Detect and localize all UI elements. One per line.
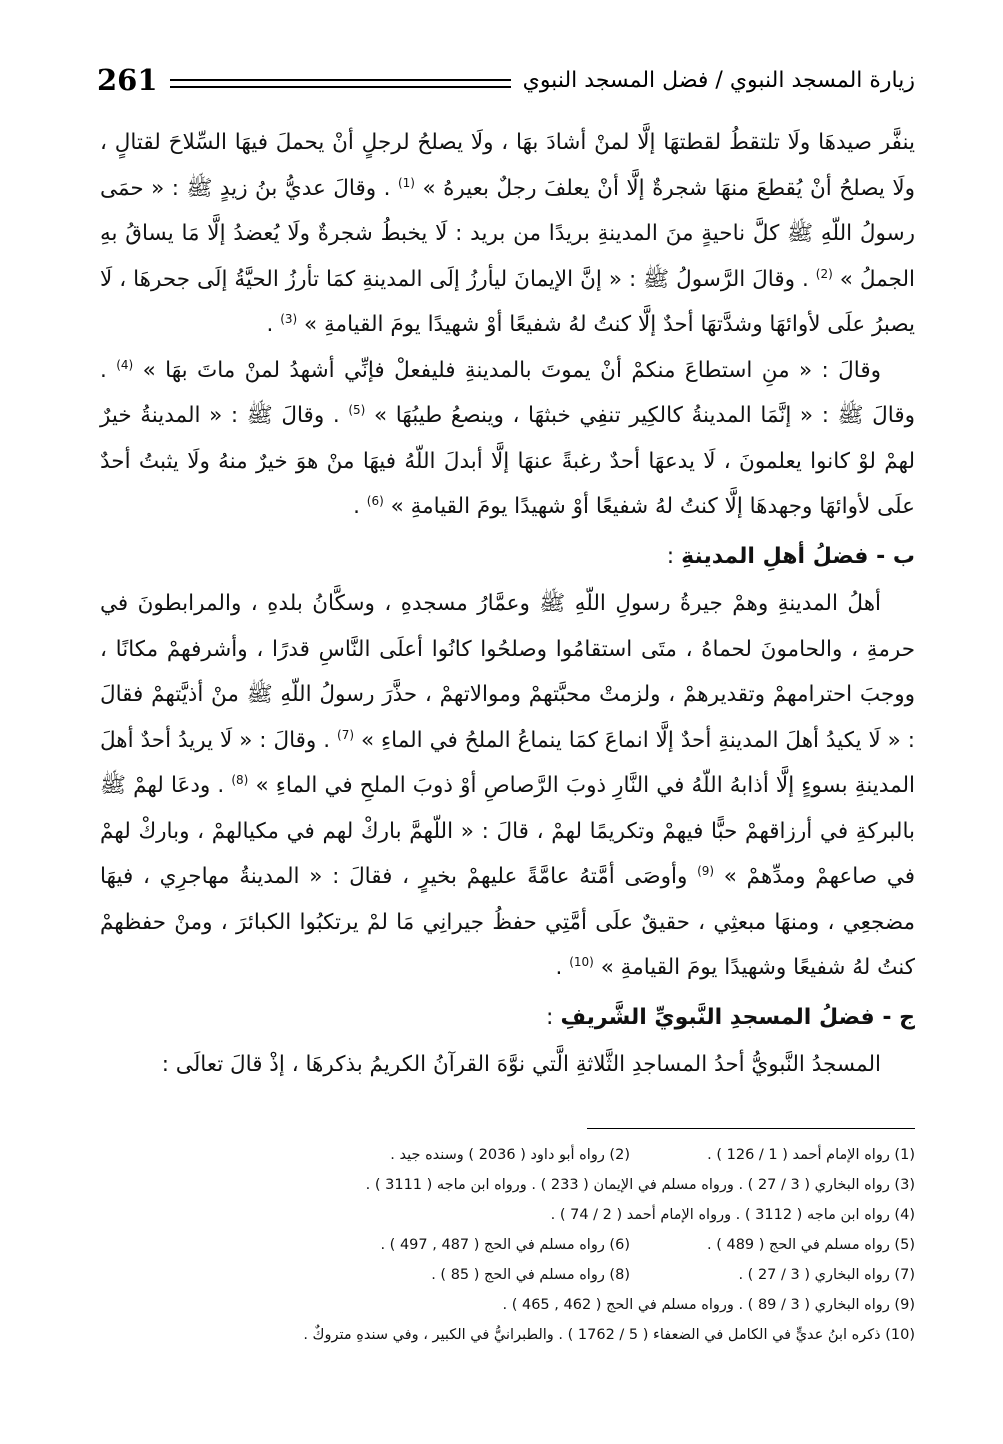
running-title: زيارة المسجد النبوي / فضل المسجد النبوي <box>522 67 915 93</box>
page-header <box>97 58 915 102</box>
footnote-ref-7[interactable]: (7) <box>337 727 355 742</box>
footnote-row <box>85 1200 915 1230</box>
footnote-4: (4) رواه ابن ماجه ( 3112 ) . ورواه الإمام أحمد ( 2 / 74 ) . <box>550 1207 915 1223</box>
footnote-6: (6) رواه مسلم في الحج ( 487 , 497 ) . <box>380 1237 630 1253</box>
section-heading-b: ب - فضلُ أهلِ المدينةِ : <box>666 543 915 569</box>
footnote-row <box>85 1320 915 1350</box>
paragraph-1: ينفَّر صيدهَا ولَا تلتقطُ لقطتهَا إلَّا لمنْ أشادَ بهَا ، ولَا يصلحُ لرجلٍ أنْ يحملَ فيهَا السِّلاحَ لقتالٍ ، ولَا يصلحُ أنْ يُقطعَ منهَا شجرةٌ إلَّا أنْ يعلفَ رجلٌ بعيرهُ » $^{(1)}$ . وقالَ عديُّ بنُ زيدٍ ﷺ : « حمَى رسولُ اللّهِ ﷺ كلَّ ناحيةٍ منَ المدينةِ بريدًا من بريد : لَا يخبطُ شجرةٌ ولَا يُعضدُ إلَّا مَا يساقُ بهِ الجملُ » $^{(2)}$ . وقالَ الرَّسولُ ﷺ : « إنَّ الإيمانَ ليأرزُ إلَى المدينةِ كمَا تأرزُ الحيَّةُ إلَى جحرهَا ، لَا يصبرُ علَى لأوائهَا وشدَّتهَا أحدٌ إلَّا كنتُ لهُ شفيعًا أوْ شهيدًا يومَ القيامةِ » $^{(3)}$ . <box>100 130 915 337</box>
header-rule <box>170 79 511 88</box>
footnote-ref-10[interactable]: (10) <box>569 954 594 969</box>
footnote-ref-1[interactable]: (1) <box>397 175 415 190</box>
paragraph-2: وقالَ : « منِ استطاعَ منكمْ أنْ يموتَ بالمدينةِ فليفعلْ فإنِّي أشهدُ لمنْ ماتَ بهَا » $^{(4)}$ . وقالَ ﷺ : « إنَّمَا المدينةُ كالكِير تنفِي خبثهَا ، وينصعُ طيبُهَا » $^{(5)}$ . وقالَ ﷺ : « المدينةُ خيرٌ لهمْ لوْ كانوا يعلمونَ ، لَا يدعهَا أحدٌ رغبةً عنهَا إلَّا أبدلَ اللّهُ فيهَا منْ هوَ خيرٌ منهُ ولَا يثبتُ أحدٌ علَى لأوائهَا وجهدهَا إلَّا كنتُ لهُ شفيعًا أوْ شهيدًا يومَ القيامةِ » $^{(6)}$ . <box>100 357 916 519</box>
footnote-row <box>85 1230 915 1260</box>
footnote-row <box>85 1260 915 1290</box>
footnote-3: (3) رواه البخاري ( 3 / 27 ) . ورواه مسلم في الإيمان ( 233 ) . ورواه ابن ماجه ( 3111 ) . <box>365 1177 915 1193</box>
footnote-9: (9) رواه البخاري ( 3 / 89 ) . ورواه مسلم في الحج ( 462 , 465 ) . <box>502 1297 915 1313</box>
footnote-8: (8) رواه مسلم في الحج ( 85 ) . <box>431 1267 630 1283</box>
footnote-ref-9[interactable]: (9) <box>697 863 715 878</box>
footnote-7: (7) رواه البخاري ( 3 / 27 ) . <box>738 1267 915 1283</box>
footnote-row <box>85 1140 915 1170</box>
footnote-ref-6[interactable]: (6) <box>366 493 384 508</box>
footnote-5: (5) رواه مسلم في الحج ( 489 ) . <box>706 1237 915 1253</box>
footnote-separator <box>587 1128 915 1129</box>
footnote-ref-2[interactable]: (2) <box>815 266 833 281</box>
paragraph-3: أهلُ المدينةِ وهمْ جيرةُ رسولِ اللّهِ ﷺ وعمَّارُ مسجدهِ ، وسكَّانُ بلدهِ ، والمرابطونَ في حرمةِ ، والحامونَ لحماهُ ، متَى استقامُوا وصلحُوا كانُوا أعلَى النَّاسِ قدرًا ، وأشرفهمْ مكانًا ، ووجبَ احترامهمْ وتقديرهمْ ، ولزمتْ محبَّتهمْ وموالاتهمْ ، حذَّرَ رسولُ اللّهِ ﷺ منْ أذيَّتهمْ فقالَ : « لَا يكيدُ أهلَ المدينةِ أحدٌ إلَّا انماعَ كمَا ينماعُ الملحُ في الماءِ » $^{(7)}$ . وقالَ : « لَا يريدُ أحدٌ أهلَ المدينةِ بسوءٍ إلَّا أذابهُ اللّهُ في النَّارِ ذوبَ الرَّصاصِ أوْ ذوبَ الملحِ في الماءِ » $^{(8)}$ . ودعَا لهمْ ﷺ بالبركةِ في أرزاقهمْ حبًّا فيهمْ وتكريمًا لهمْ ، قالَ : « اللّهمَّ باركْ لهم في مكيالهمْ ، وباركْ لهمْ في صاعهمْ ومدِّهمْ » $^{(9)}$ وأوصَى أمَّتهُ عامَّةً عليهمْ بخيرٍ ، فقالَ : « المدينةُ مهاجرِي ، فيهَا مضجعِي ، ومنهَا مبعثِي ، حقيقٌ علَى أمَّتِي حفظُ جيرانِي مَا لمْ يرتكبُوا الكبائرَ ، ومنْ حفظهمْ كنتُ لهُ شفيعًا وشهيدًا يومَ القيامةِ » $^{(10)}$ . <box>100 591 916 980</box>
body-text <box>100 120 915 1088</box>
footnote-10: (10) ذكره ابنُ عديٍّ في الكامل في الضعفاء ( 5 / 1762 ) . والطبرانيُّ في الكبير ، وفي سندهِ متروكٌ . <box>303 1327 915 1343</box>
footnote-ref-5[interactable]: (5) <box>348 402 366 417</box>
footnote-row <box>85 1290 915 1320</box>
footnote-ref-4[interactable]: (4) <box>116 357 134 372</box>
footnote-ref-8[interactable]: (8) <box>231 772 249 787</box>
section-heading-c: ج - فضلُ المسجدِ النَّبويِّ الشَّريفِ : <box>546 1004 915 1030</box>
paragraph-4: المسجدُ النَّبويُّ أحدُ المساجدِ الثَّلاثةِ الَّتي نوَّهَ القرآنُ الكريمُ بذكرهَا ، إذْ قالَ تعالَى : <box>161 1052 881 1077</box>
footnote-row <box>85 1170 915 1200</box>
footnote-2: (2) رواه أبو داود ( 2036 ) وسنده جيد . <box>390 1147 630 1163</box>
footnotes <box>85 1140 915 1350</box>
page-number: 261 <box>97 63 158 97</box>
footnote-1: (1) رواه الإمام أحمد ( 1 / 126 ) . <box>707 1147 915 1163</box>
footnote-ref-3[interactable]: (3) <box>280 311 298 326</box>
